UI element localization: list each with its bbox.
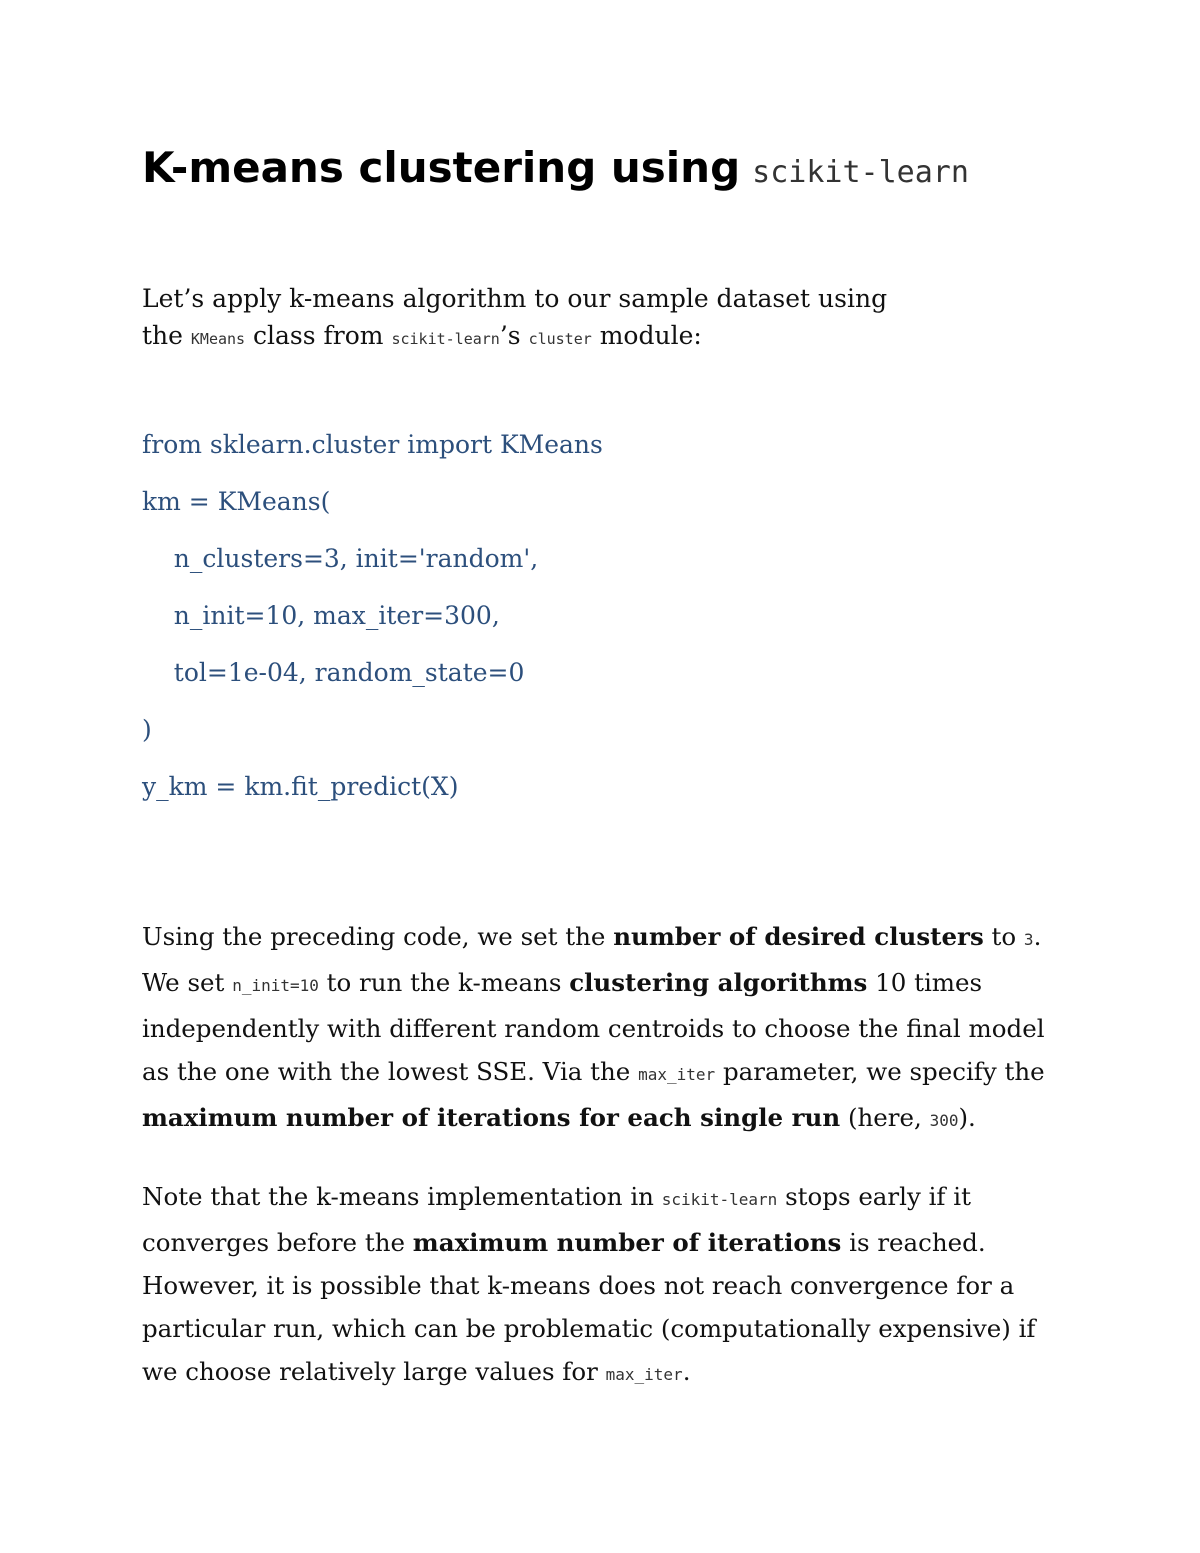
text: we choose relatively large values for bbox=[142, 1357, 606, 1386]
paragraph-line bbox=[142, 915, 1092, 961]
intro-text: the bbox=[142, 321, 191, 350]
bold-text: clustering algorithms bbox=[569, 968, 868, 997]
inline-code: 300 bbox=[929, 1111, 959, 1130]
paragraph-line bbox=[142, 1221, 1092, 1264]
inline-code-kmeans: KMeans bbox=[190, 330, 246, 348]
title-text: K-means clustering using bbox=[142, 143, 741, 192]
inline-code: n_init=10 bbox=[232, 976, 319, 995]
intro-paragraph bbox=[142, 280, 1102, 358]
bold-text: number of desired clusters bbox=[613, 922, 984, 951]
text: is reached. bbox=[841, 1228, 986, 1257]
paragraph-line bbox=[142, 1350, 1092, 1396]
text: 10 times bbox=[867, 968, 983, 997]
inline-code: 3 bbox=[1023, 930, 1034, 949]
code-line: y_km = km.fit_predict(X) bbox=[142, 772, 459, 801]
paragraph-line bbox=[142, 961, 1092, 1007]
title-code: scikit-learn bbox=[752, 155, 969, 190]
text: Using the preceding code, we set the bbox=[142, 922, 614, 951]
paragraph-line bbox=[142, 1096, 1092, 1142]
code-line: tol=1e-04, random_state=0 bbox=[142, 658, 525, 687]
inline-code: max_iter bbox=[638, 1065, 716, 1084]
text: parameter, we specify the bbox=[715, 1057, 1045, 1086]
text: Note that the k-means implementation in bbox=[142, 1182, 662, 1211]
intro-text: ’s bbox=[499, 321, 529, 350]
paragraph-line: However, it is possible that k-means does not reach convergence for a bbox=[142, 1271, 1015, 1300]
page-title bbox=[142, 140, 969, 201]
code-line: ) bbox=[142, 715, 152, 744]
text: stops early if it bbox=[777, 1182, 971, 1211]
code-line: n_init=10, max_iter=300, bbox=[142, 601, 500, 630]
inline-code-scikit-learn: scikit-learn bbox=[391, 330, 500, 348]
text: We set bbox=[142, 968, 233, 997]
text: as the one with the lowest SSE. Via the bbox=[142, 1057, 639, 1086]
text: to run the k-means bbox=[318, 968, 570, 997]
intro-line-1: Let’s apply k-means algorithm to our sample dataset using bbox=[142, 284, 888, 313]
text: . bbox=[682, 1357, 691, 1386]
intro-text: class from bbox=[245, 321, 392, 350]
paragraph-line bbox=[142, 1175, 1092, 1221]
text: converges before the bbox=[142, 1228, 413, 1257]
paragraph-line: independently with different random centroids to choose the final model bbox=[142, 1014, 1045, 1043]
bold-text: maximum number of iterations bbox=[412, 1228, 842, 1257]
note-paragraph bbox=[142, 1175, 1092, 1396]
inline-code: max_iter bbox=[605, 1365, 683, 1384]
intro-text: module: bbox=[591, 321, 702, 350]
code-block bbox=[142, 423, 1042, 822]
inline-code: scikit-learn bbox=[661, 1190, 778, 1209]
text: to bbox=[983, 922, 1024, 951]
text: ). bbox=[958, 1103, 976, 1132]
code-line: from sklearn.cluster import KMeans bbox=[142, 430, 603, 459]
paragraph-line bbox=[142, 1050, 1092, 1096]
inline-code-cluster: cluster bbox=[528, 330, 592, 348]
explanation-paragraph bbox=[142, 915, 1092, 1142]
text: (here, bbox=[840, 1103, 930, 1132]
bold-text: maximum number of iterations for each single run bbox=[142, 1103, 841, 1132]
code-line: km = KMeans( bbox=[142, 487, 331, 516]
text: . bbox=[1033, 922, 1042, 951]
intro-line-2 bbox=[142, 317, 1102, 358]
code-line: n_clusters=3, init='random', bbox=[142, 544, 539, 573]
paragraph-line: particular run, which can be problematic (computationally expensive) if bbox=[142, 1314, 1036, 1343]
